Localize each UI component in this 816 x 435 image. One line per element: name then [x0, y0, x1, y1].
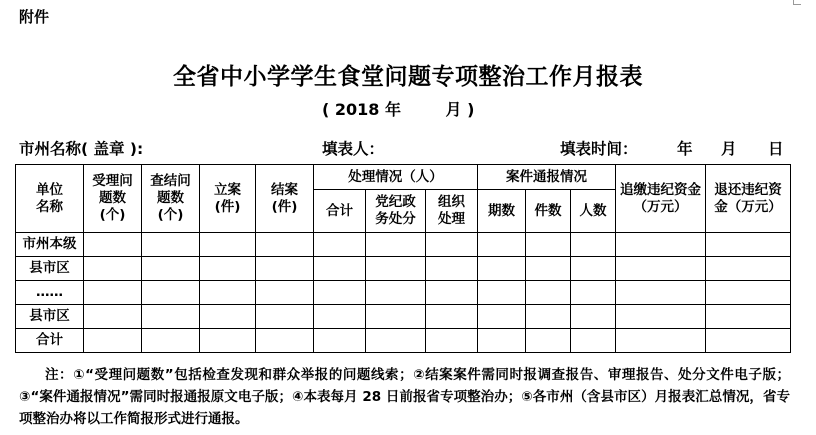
attachment-label: 附件	[19, 8, 50, 26]
report-period: ( 2018 年 月 )	[322, 100, 475, 119]
table-row	[16, 329, 791, 353]
col-received: 受理问题数(个)	[84, 165, 142, 233]
city-name-label: 市州名称( 盖章 ):	[19, 140, 144, 158]
report-table	[15, 164, 791, 353]
col-handling-total: 合计	[314, 190, 366, 233]
table-row	[16, 305, 791, 329]
footnote	[19, 364, 790, 430]
row-label: ……	[16, 281, 84, 305]
row-label: 合计	[16, 329, 84, 353]
col-filed: 立案(件)	[200, 165, 256, 233]
col-unit-name: 单位名称	[16, 165, 84, 233]
col-notice-people: 人数	[571, 190, 616, 233]
col-notice: 案件通报情况	[478, 165, 616, 190]
col-refund-funds: 退还违纪资金（万元）	[706, 165, 791, 233]
row-label: 县市区	[16, 305, 84, 329]
corner-mark-horizontal	[793, 4, 801, 5]
col-notice-issues: 期数	[478, 190, 526, 233]
header-row-1	[16, 165, 791, 190]
year-unit: 年	[677, 140, 693, 158]
footnote-text: 注：①“受理问题数”包括检查发现和群众举报的问题线索；②结案案件需同时报调查报告、审理报告、处分文件电子版；③“案件通报情况”需同时报通报原文电子版；④本表每月 28 日前报省专项整治办；⑤各市州（含县市区）月报表汇总情况，省专项整治办将以工作简报形式进行通报。	[19, 367, 790, 427]
col-notice-cases: 件数	[526, 190, 571, 233]
info-line	[19, 137, 789, 157]
month-unit: 月	[721, 140, 737, 158]
page-title: 全省中小学学生食堂问题专项整治工作月报表	[173, 64, 643, 90]
table-row	[16, 233, 791, 257]
col-handling-party: 党纪政务处分	[366, 190, 426, 233]
table-row	[16, 257, 791, 281]
day-unit: 日	[768, 140, 784, 158]
fill-time-label: 填表时间：	[560, 140, 638, 158]
row-label: 县市区	[16, 257, 84, 281]
col-handling-org: 组织处理	[426, 190, 478, 233]
table-row	[16, 281, 791, 305]
col-checked: 查结问题数(个)	[142, 165, 200, 233]
col-recover-funds: 追缴违纪资金（万元）	[616, 165, 706, 233]
col-closed: 结案(件)	[256, 165, 314, 233]
row-label: 市州本级	[16, 233, 84, 257]
filler-label: 填表人：	[322, 140, 385, 158]
col-handling: 处理情况（人）	[314, 165, 478, 190]
